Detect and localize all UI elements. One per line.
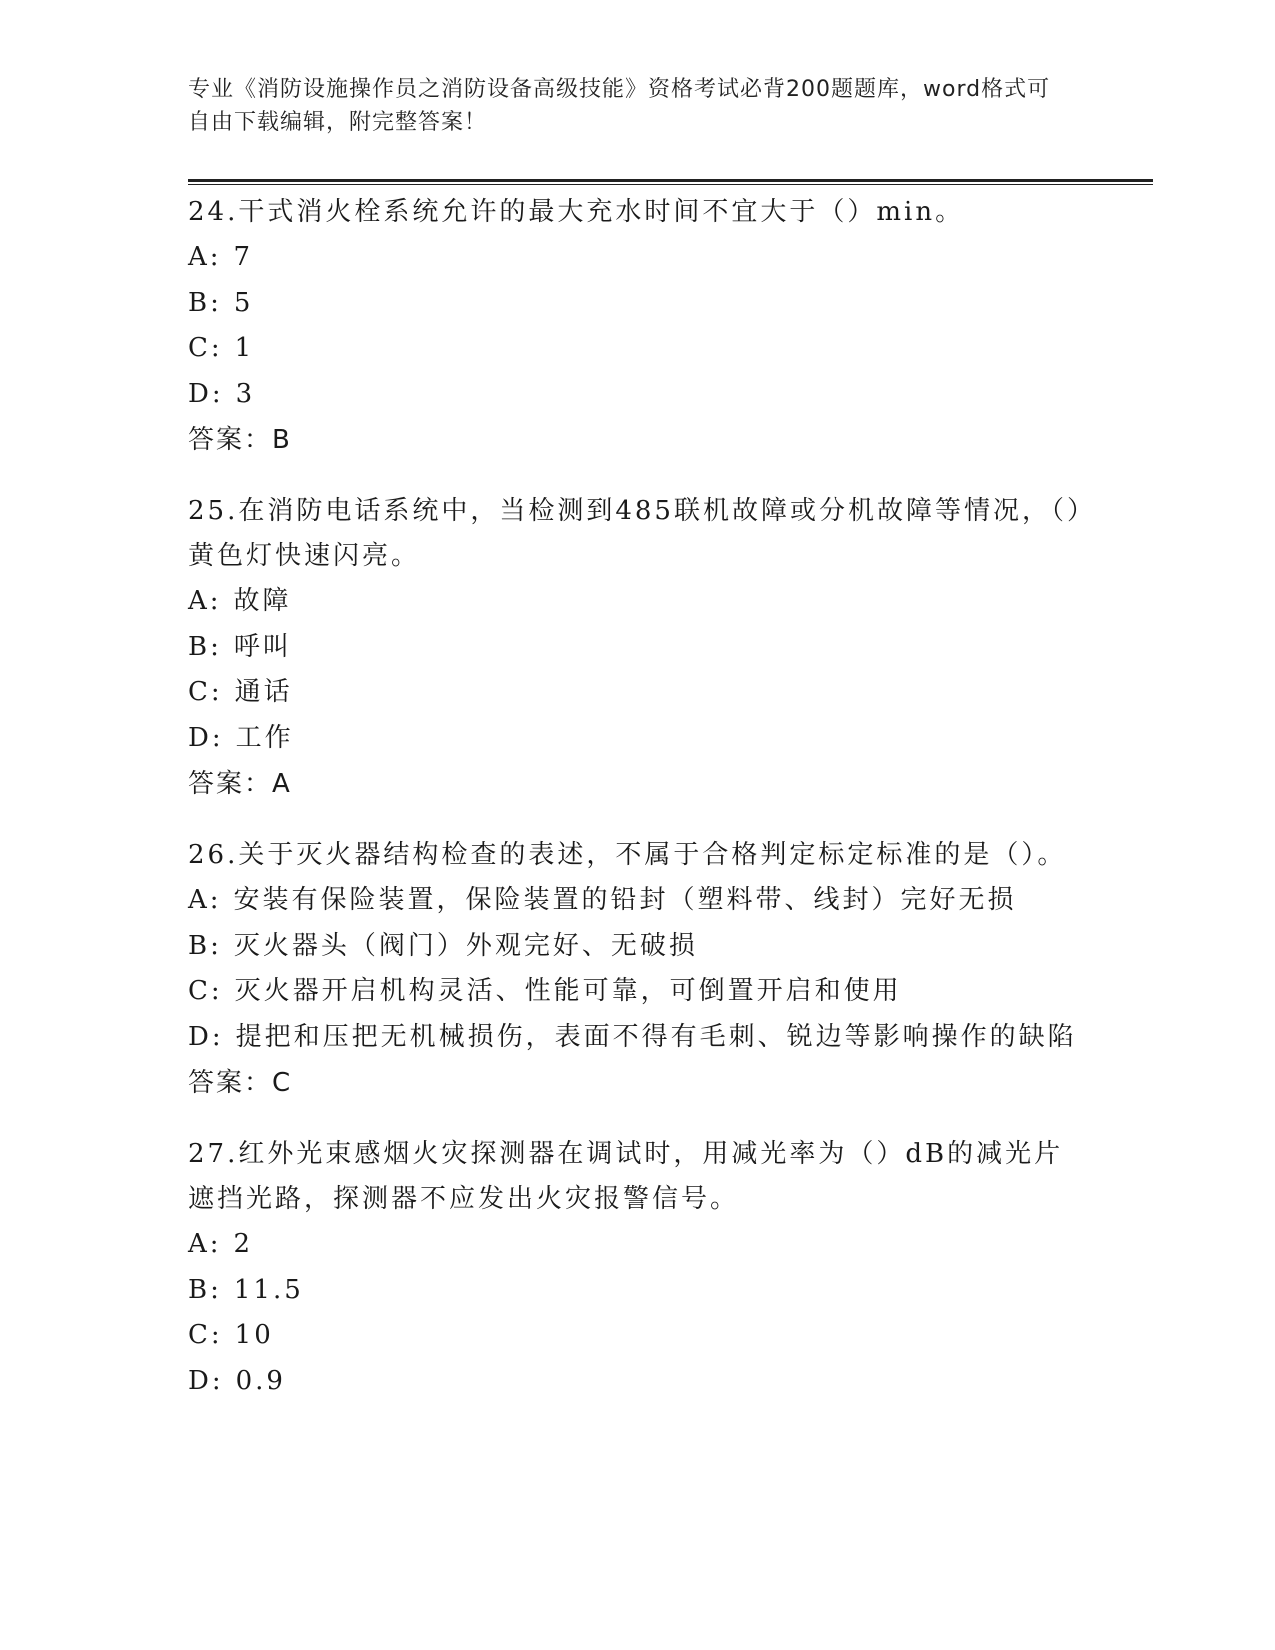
- option-text: 7: [233, 242, 254, 272]
- option-text: 呼叫: [233, 631, 292, 662]
- header-divider-thin: [188, 184, 1153, 185]
- option-letter: C:: [188, 333, 223, 363]
- option-text: 2: [233, 1229, 254, 1259]
- option-text: 5: [233, 287, 254, 318]
- answer-line: 答案：B: [188, 425, 292, 455]
- option-letter: A:: [188, 885, 222, 915]
- option-letter: C:: [188, 677, 223, 707]
- option-text: 灭火器头（阀门）外观完好、无破损: [233, 930, 698, 961]
- option-letter: D:: [188, 722, 224, 753]
- option-text: 安装有保险装置，保险装置的铅封（塑料带、线封）完好无损: [233, 885, 1017, 915]
- option-c: [188, 1313, 1088, 1359]
- question-25: [188, 489, 1088, 807]
- option-letter: D:: [188, 1365, 224, 1396]
- option-letter: B:: [188, 1274, 222, 1305]
- question-stem: 24.干式消火栓系统允许的最大充水时间不宜大于（）min。: [188, 197, 965, 227]
- option-letter: A:: [188, 586, 222, 616]
- option-text: 通话: [234, 677, 293, 707]
- header-divider-thick: [188, 179, 1153, 182]
- question-stem: 26.关于灭火器结构检查的表述，不属于合格判定标定标准的是（）。: [188, 840, 1067, 870]
- answer-line: 答案：A: [188, 769, 292, 799]
- option-text: 工作: [235, 722, 294, 753]
- option-a: [188, 235, 1088, 281]
- option-text: 灭火器开启机构灵活、性能可靠，可倒置开启和使用: [234, 976, 902, 1006]
- option-letter: D:: [188, 378, 224, 409]
- question-list: [188, 190, 1088, 1430]
- option-d: [188, 372, 1088, 418]
- option-text: 0.9: [235, 1365, 286, 1396]
- question-26: [188, 833, 1088, 1106]
- option-b: [188, 281, 1088, 327]
- answer-line: 答案：C: [188, 1068, 293, 1098]
- option-letter: B:: [188, 287, 222, 318]
- option-text: 故障: [233, 586, 292, 616]
- option-letter: B:: [188, 930, 222, 961]
- option-text: 10: [234, 1320, 274, 1350]
- question-stem: 25.在消防电话系统中，当检测到485联机故障或分机故障等情况，（）黄色灯快速闪亮。: [188, 496, 1083, 571]
- option-letter: C:: [188, 1320, 223, 1350]
- option-text: 1: [234, 333, 255, 363]
- option-letter: C:: [188, 976, 223, 1006]
- option-a: [188, 1222, 1088, 1268]
- question-27: [188, 1132, 1088, 1404]
- option-text: 11.5: [233, 1274, 304, 1305]
- option-letter: A:: [188, 1229, 222, 1259]
- option-c: [188, 326, 1088, 372]
- option-a: [188, 878, 1088, 924]
- option-b: [188, 625, 1088, 671]
- option-d: [188, 1359, 1088, 1405]
- option-b: [188, 924, 1088, 970]
- option-c: [188, 670, 1088, 716]
- option-a: [188, 579, 1088, 625]
- option-d: [188, 1015, 1088, 1061]
- question-stem: 27.红外光束感烟火灾探测器在调试时，用减光率为（）dB的减光片遮挡光路，探测器不应发出火灾报警信号。: [188, 1139, 1064, 1214]
- option-text: 3: [235, 378, 256, 409]
- option-c: [188, 969, 1088, 1015]
- document-header: 专业《消防设施操作员之消防设备高级技能》资格考试必背200题题库，word格式可自由下载编辑，附完整答案！: [188, 77, 1051, 135]
- option-text: 提把和压把无机械损伤，表面不得有毛刺、锐边等影响操作的缺陷: [235, 1021, 1077, 1052]
- option-d: [188, 716, 1088, 762]
- option-b: [188, 1268, 1088, 1314]
- option-letter: A:: [188, 242, 222, 272]
- option-letter: D:: [188, 1021, 224, 1052]
- option-letter: B:: [188, 631, 222, 662]
- question-24: [188, 190, 1088, 463]
